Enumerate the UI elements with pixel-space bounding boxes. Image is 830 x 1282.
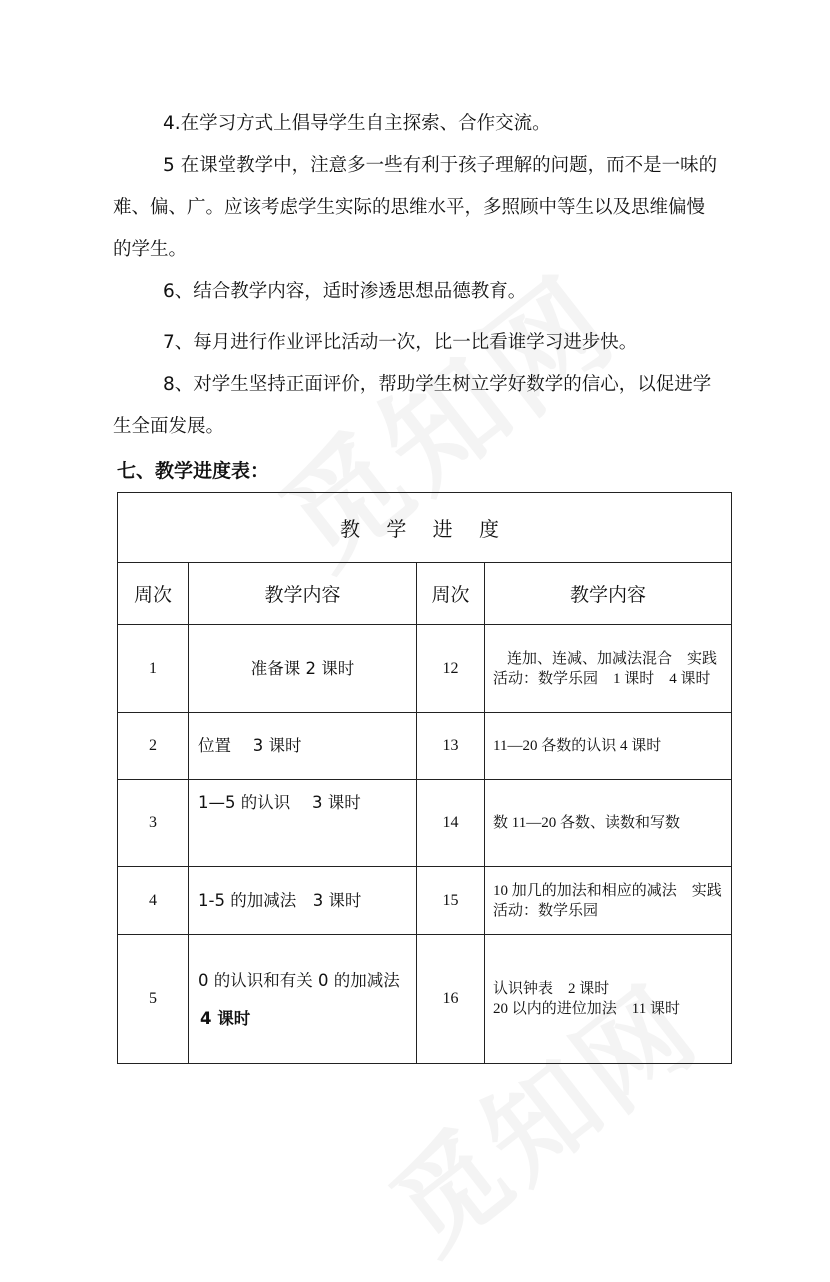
week-cell: 2 [118, 713, 189, 780]
content-cell: 11—20 各数的认识 4 课时 [485, 713, 732, 780]
content-cell: 连加、连减、加减法混合 实践活动：数学乐园 1 课时 4 课时 [485, 625, 732, 713]
schedule-table-wrap [117, 492, 731, 1064]
table-row [118, 780, 732, 867]
content-cell: 10 加几的加法和相应的减法 实践活动：数学乐园 [485, 867, 732, 935]
header-content-left: 教学内容 [189, 563, 417, 625]
paragraph-7: 7、每月进行作业评比活动一次，比一比看谁学习进步快。 [163, 332, 638, 353]
content-cell [485, 935, 732, 1064]
paragraph-6: 6、结合教学内容，适时渗透思想品德教育。 [163, 281, 527, 302]
content-text: 认识钟表 2 课时 [493, 981, 610, 997]
week-cell: 12 [417, 625, 485, 713]
content-cell: 1—5 的认识 3 课时 [189, 780, 417, 867]
content-text-2: 20 以内的进位加法 11 课时 [493, 1001, 680, 1017]
content-cell: 位置 3 课时 [189, 713, 417, 780]
week-cell: 5 [118, 935, 189, 1064]
table-row [118, 713, 732, 780]
table-row [118, 625, 732, 713]
content-cell: 数 11—20 各数、读数和写数 [485, 780, 732, 867]
section-heading: 七、教学进度表： [117, 460, 270, 482]
content-text: 0 的认识和有关 0 的加减法 [198, 971, 400, 990]
content-hours: 4 课时 [200, 1009, 251, 1028]
paragraph-5: 5 在课堂教学中，注意多一些有利于孩子理解的问题，而不是一味的难、偏、广。应该考虑学生实际的思维水平，多照顾中等生以及思维偏慢的学生。 [113, 155, 718, 260]
content-cell [189, 935, 417, 1064]
header-content-right: 教学内容 [485, 563, 732, 625]
paragraph-4: 4.在学习方式上倡导学生自主探索、合作交流。 [163, 113, 551, 134]
content-cell: 1-5 的加减法 3 课时 [189, 867, 417, 935]
header-week-left: 周次 [118, 563, 189, 625]
week-cell: 13 [417, 713, 485, 780]
week-cell: 14 [417, 780, 485, 867]
week-cell: 4 [118, 867, 189, 935]
table-row [118, 935, 732, 1064]
paragraph-8: 8、对学生坚持正面评价，帮助学生树立学好数学的信心，以促进学生全面发展。 [113, 374, 712, 437]
table-row [118, 867, 732, 935]
table-title: 教 学 进 度 [118, 493, 732, 563]
week-cell: 15 [417, 867, 485, 935]
week-cell: 3 [118, 780, 189, 867]
week-cell: 16 [417, 935, 485, 1064]
week-cell: 1 [118, 625, 189, 713]
schedule-table [117, 492, 732, 1064]
content-cell: 准备课 2 课时 [189, 625, 417, 713]
header-week-right: 周次 [417, 563, 485, 625]
